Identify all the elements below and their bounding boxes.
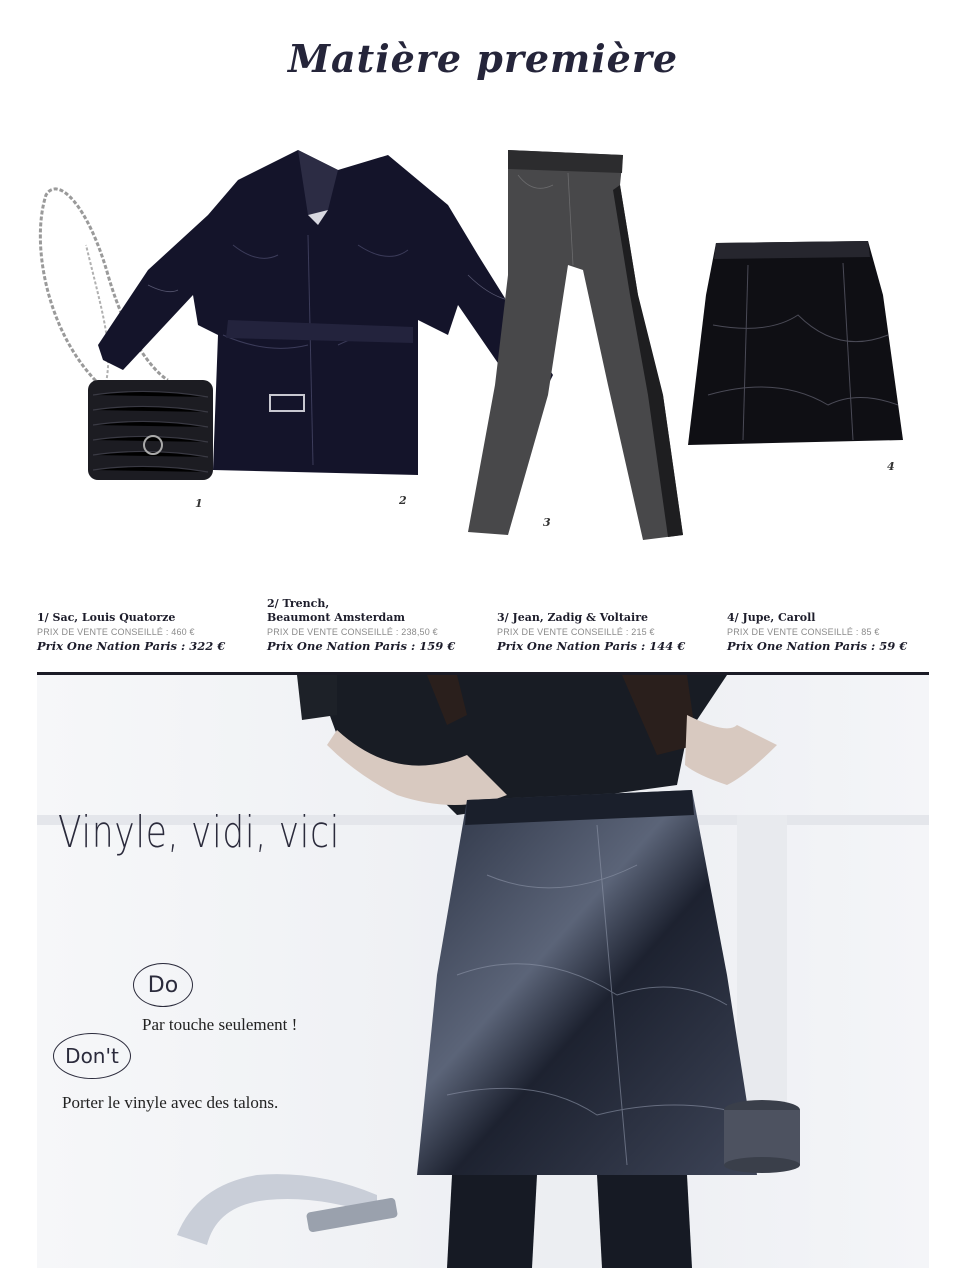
product-number-2: 2 (399, 494, 407, 507)
product-name: 3/ Jean, Zadig & Voltaire (497, 611, 649, 624)
retail-price: PRIX DE VENTE CONSEILLÉ : 85 € (727, 627, 880, 637)
product-number-4: 4 (887, 460, 895, 473)
jeans-image (468, 150, 683, 540)
product-illustrations (8, 95, 958, 575)
retail-price: PRIX DE VENTE CONSEILLÉ : 215 € (497, 627, 655, 637)
dont-tip: Porter le vinyle avec des talons. (62, 1093, 279, 1112)
product-number-1: 1 (195, 497, 203, 510)
retail-price: PRIX DE VENTE CONSEILLÉ : 238,50 € (267, 627, 438, 637)
shop-price: Prix One Nation Paris : 59 € (727, 639, 908, 653)
feature-headline: Vinyle, vidi, vici (58, 807, 341, 858)
page-title: Matière première (287, 36, 679, 81)
product-caption-4 (727, 611, 907, 653)
dont-badge: Don't (53, 1033, 131, 1079)
shop-price: Prix One Nation Paris : 144 € (497, 639, 686, 653)
do-tip: Par touche seulement ! (142, 1015, 298, 1034)
product-number-3: 3 (543, 516, 551, 529)
do-badge: Do (133, 963, 193, 1007)
shop-price: Prix One Nation Paris : 159 € (267, 639, 456, 653)
product-name: 2/ Trench, Beaumont Amsterdam (267, 597, 406, 624)
product-name: 4/ Jupe, Caroll (727, 611, 816, 624)
retail-price: PRIX DE VENTE CONSEILLÉ : 460 € (37, 627, 195, 637)
product-caption-1 (37, 611, 225, 653)
product-name: 1/ Sac, Louis Quatorze (37, 611, 176, 624)
skirt-image (688, 241, 903, 445)
product-caption-3 (497, 611, 685, 653)
product-caption-2 (267, 597, 455, 653)
shop-price: Prix One Nation Paris : 322 € (37, 639, 226, 653)
